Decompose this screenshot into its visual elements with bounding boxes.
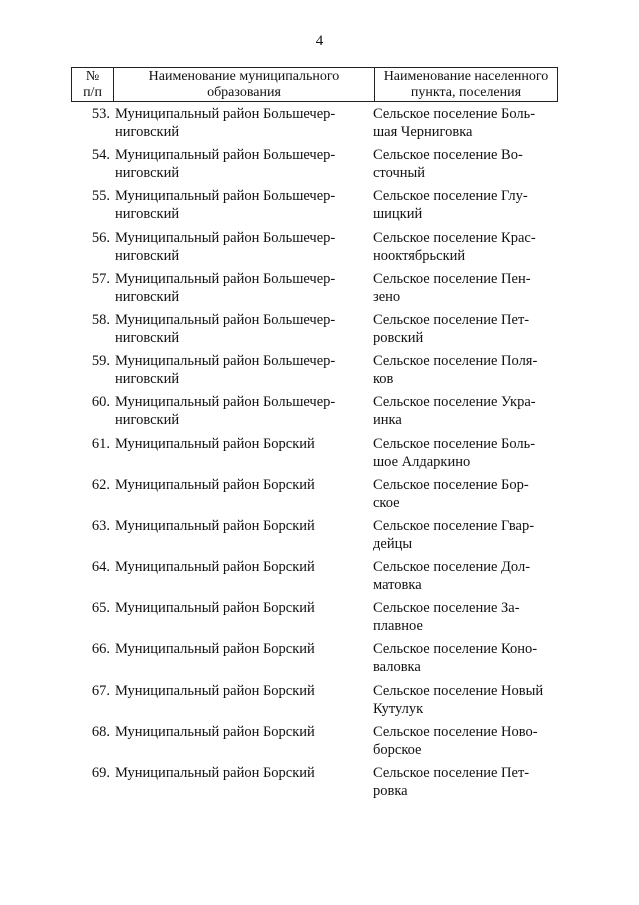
row-settlement: Сельское поселение Укра- инка: [373, 394, 536, 429]
row-municipality: Муниципальный район Большечер- ниговский: [115, 353, 336, 388]
table-body: [0, 105, 639, 805]
row-settlement: Сельское поселение Пет- ровский: [373, 311, 530, 346]
row-number: 55.: [91, 188, 110, 205]
row-number: 54.: [91, 147, 110, 164]
row-settlement: Сельское поселение Гвар- дейцы: [373, 517, 535, 552]
row-number: 66.: [91, 641, 110, 658]
row-settlement: Сельское поселение Новый Кутулук: [373, 682, 544, 717]
header-number-column: № п/п: [72, 68, 114, 102]
row-number: 65.: [91, 600, 110, 617]
row-number: 60.: [91, 394, 110, 411]
row-municipality: Муниципальный район Большечер- ниговский: [115, 106, 336, 140]
row-municipality: Муниципальный район Борский: [115, 600, 315, 617]
table-row: [0, 599, 639, 640]
row-number: 53.: [91, 106, 110, 122]
table-row: [0, 187, 639, 228]
row-municipality: Муниципальный район Борский: [115, 476, 315, 493]
row-settlement: Сельское поселение Ново- борское: [373, 723, 538, 758]
table-row: [0, 146, 639, 187]
row-number: 63.: [91, 517, 110, 534]
table-row: [0, 352, 639, 393]
table-row: [0, 723, 639, 764]
table-row: [0, 640, 639, 681]
row-settlement: Сельское поселение Во- сточный: [373, 147, 523, 182]
row-number: 58.: [91, 311, 110, 328]
row-municipality: Муниципальный район Борский: [115, 723, 315, 740]
header-settlement-column: Наименование населенного пункта, поселения: [375, 68, 558, 102]
table-row: [0, 311, 639, 352]
row-number: 62.: [91, 476, 110, 493]
table-row: [0, 435, 639, 476]
row-municipality: Муниципальный район Борский: [115, 682, 315, 699]
row-number: 56.: [91, 229, 110, 246]
row-settlement: Сельское поселение Боль- шое Алдаркино: [373, 435, 536, 470]
row-municipality: Муниципальный район Большечер- ниговский: [115, 147, 336, 182]
header-municipality-column: Наименование муниципального образования: [114, 68, 375, 102]
row-settlement: Сельское поселение Коно- валовка: [373, 641, 538, 676]
row-municipality: Муниципальный район Большечер- ниговский: [115, 188, 336, 223]
row-number: 57.: [91, 270, 110, 287]
row-settlement: Сельское поселение Пет- ровка: [373, 765, 530, 799]
row-number: 68.: [91, 723, 110, 740]
table-row: [0, 682, 639, 723]
row-municipality: Муниципальный район Большечер- ниговский: [115, 229, 336, 264]
row-number: 64.: [91, 559, 110, 576]
row-settlement: Сельское поселение Бор- ское: [373, 476, 529, 511]
row-settlement: Сельское поселение Глу- шицкий: [373, 188, 528, 223]
row-municipality: Муниципальный район Борский: [115, 559, 315, 576]
row-settlement: Сельское поселение Поля- ков: [373, 353, 538, 388]
table-row: [0, 476, 639, 517]
row-municipality: Муниципальный район Большечер- ниговский: [115, 394, 336, 429]
table-row: [0, 764, 639, 805]
table-row: [0, 270, 639, 311]
page-number: 4: [315, 33, 324, 49]
table-row: [0, 558, 639, 599]
row-municipality: Муниципальный район Борский: [115, 765, 315, 781]
table-header: [71, 67, 558, 102]
row-municipality: Муниципальный район Борский: [115, 517, 315, 534]
table-row: [0, 105, 639, 146]
row-number: 67.: [91, 682, 110, 699]
table-row: [0, 393, 639, 434]
row-municipality: Муниципальный район Большечер- ниговский: [115, 270, 336, 305]
row-settlement: Сельское поселение Боль- шая Черниговка: [373, 106, 536, 140]
row-municipality: Муниципальный район Борский: [115, 641, 315, 658]
row-settlement: Сельское поселение Дол- матовка: [373, 559, 531, 594]
row-settlement: Сельское поселение Крас- нооктябрьский: [373, 229, 536, 264]
row-municipality: Муниципальный район Большечер- ниговский: [115, 311, 336, 346]
row-settlement: Сельское поселение За- плавное: [373, 600, 520, 635]
row-number: 69.: [91, 765, 110, 781]
row-number: 61.: [91, 435, 110, 452]
row-settlement: Сельское поселение Пен- зено: [373, 270, 531, 305]
table-row: [0, 517, 639, 558]
row-number: 59.: [91, 353, 110, 370]
row-municipality: Муниципальный район Борский: [115, 435, 315, 452]
table-row: [0, 229, 639, 270]
